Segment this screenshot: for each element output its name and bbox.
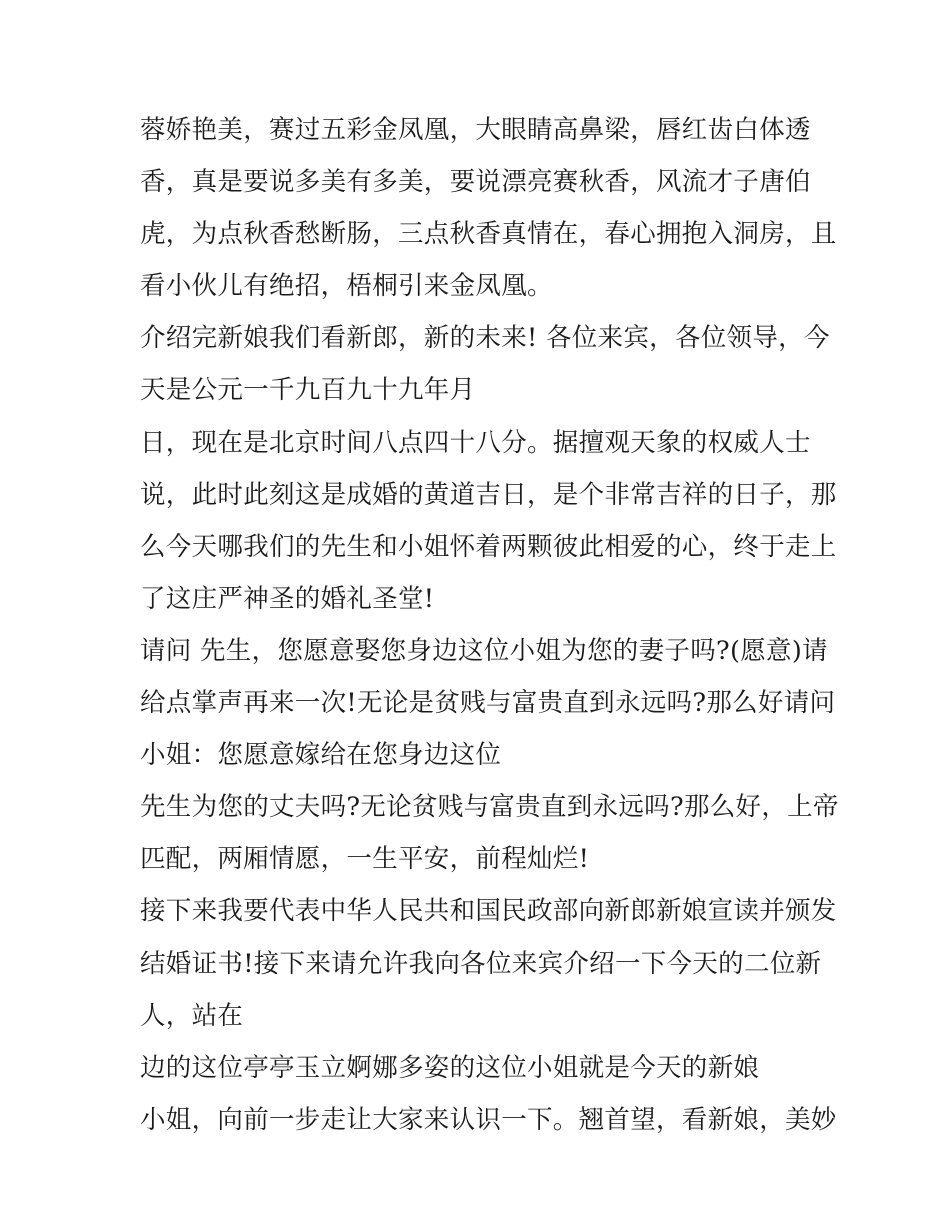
text-line: 给点掌声再来一次!无论是贫贱与富贵直到永远吗?那么好请问 <box>140 688 836 719</box>
text-line: 说，此时此刻这是成婚的黄道吉日，是个非常吉祥的日子，那 <box>140 479 837 510</box>
text-line: 请问 先生，您愿意娶您身边这位小姐为您的妻子吗?(愿意)请 <box>140 635 828 666</box>
text-line: 先生为您的丈夫吗?无论贫贱与富贵直到永远吗?那么好，上帝 <box>140 792 839 823</box>
text-line: 边的这位亭亭玉立婀娜多姿的这位小姐就是今天的新娘 <box>140 1052 760 1083</box>
text-line: 看小伙儿有绝招，梧桐引来金凤凰。 <box>140 271 553 302</box>
text-line: 接下来我要代表中华人民共和国民政部向新郎新娘宣读并颁发 <box>140 896 837 927</box>
text-line: 日，现在是北京时间八点四十八分。据擅观天象的权威人士 <box>140 427 811 458</box>
text-line: 了这庄严神圣的婚礼圣堂! <box>140 583 435 614</box>
text-line: 香，真是要说多美有多美，要说漂亮赛秋香，风流才子唐伯 <box>140 167 811 198</box>
text-line: 介绍完新娘我们看新郎，新的未来! 各位来宾，各位领导，今 <box>140 323 830 354</box>
text-line: 结婚证书!接下来请允许我向各位来宾介绍一下今天的二位新 <box>140 948 822 979</box>
text-line: 么今天哪我们的先生和小姐怀着两颗彼此相爱的心，终于走上 <box>140 531 837 562</box>
text-line: 天是公元一千九百九十九年月 <box>140 375 476 406</box>
text-line: 人，站在 <box>140 1000 244 1031</box>
text-line: 蓉娇艳美，赛过五彩金凤凰，大眼睛高鼻梁，唇红齿白体透 <box>140 115 811 145</box>
text-line: 小姐，向前一步走让大家来认识一下。翘首望，看新娘，美妙 <box>140 1104 837 1135</box>
text-line: 小姐：您愿意嫁给在您身边这位 <box>140 740 502 771</box>
text-line: 虎，为点秋香愁断肠，三点秋香真情在，春心拥抱入洞房，且 <box>140 219 837 250</box>
text-line: 匹配，两厢情愿，一生平安，前程灿烂! <box>140 844 590 875</box>
body-text <box>140 104 839 1146</box>
